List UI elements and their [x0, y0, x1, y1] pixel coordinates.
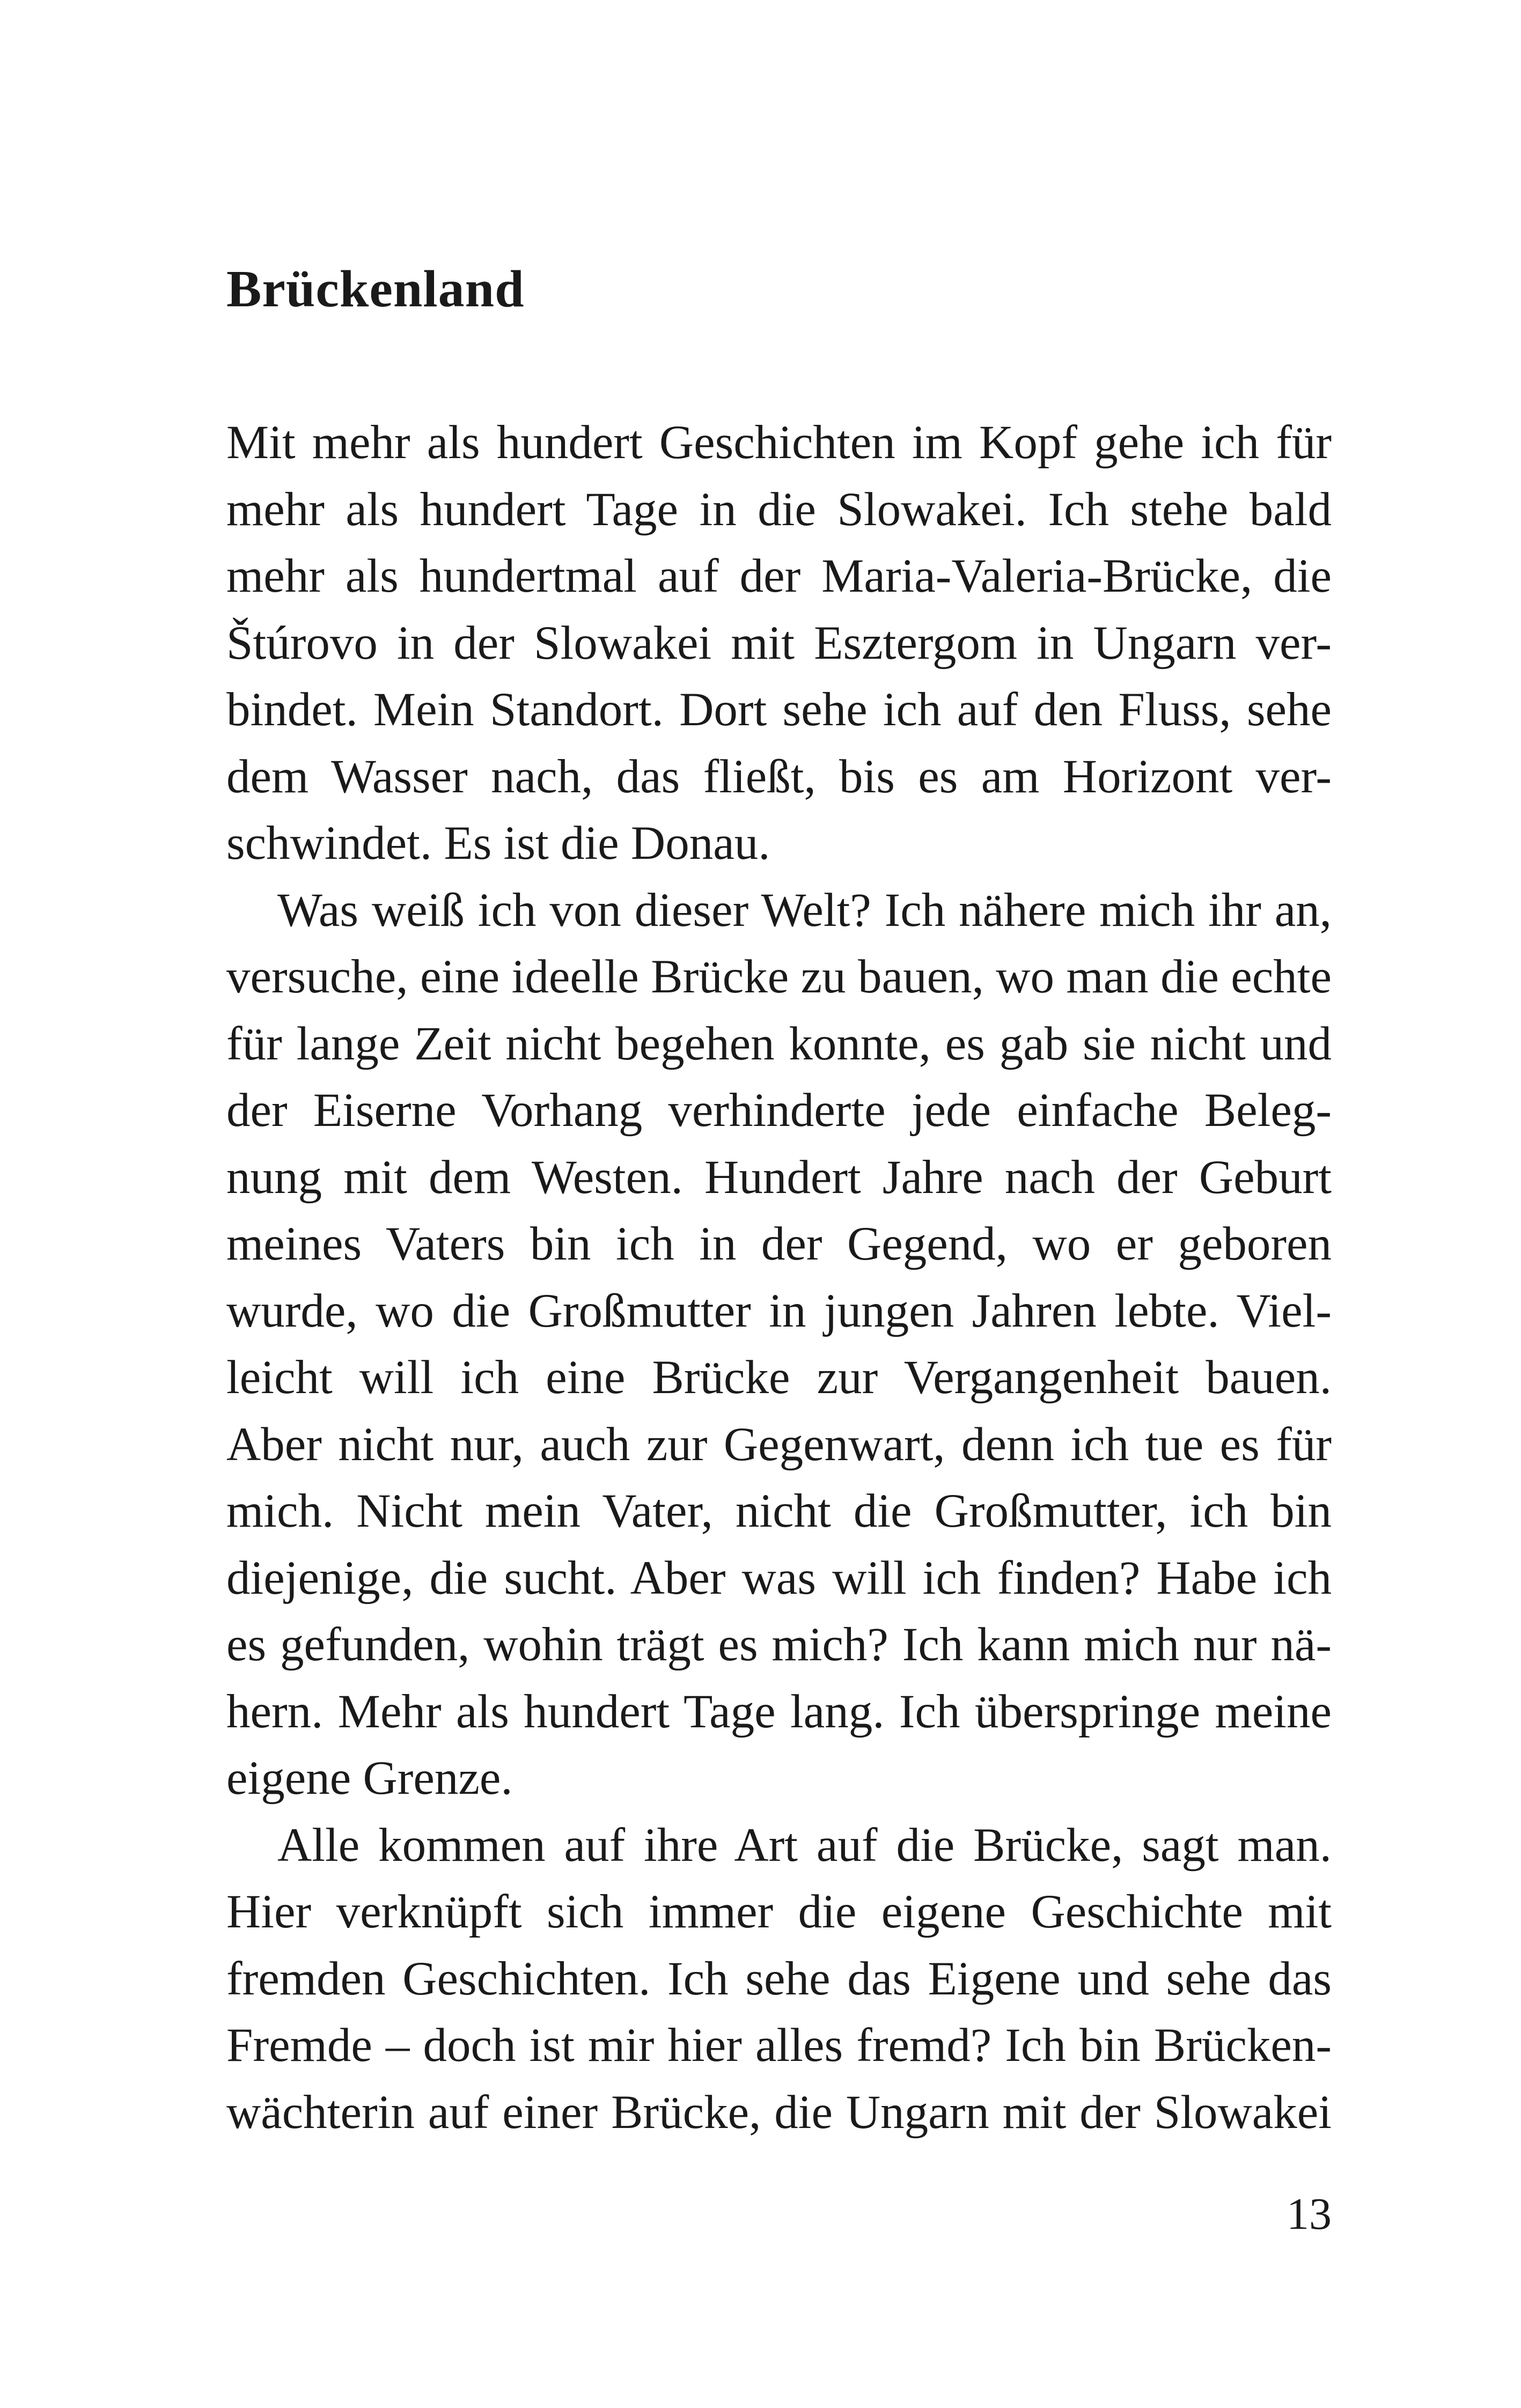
- text-line: fremden Geschichten. Ich sehe das Eigene und sehe das: [226, 1952, 1332, 2005]
- text-line: dem Wasser nach, das fließt, bis es am Horizont ver-: [226, 750, 1332, 803]
- text-line: Fremde – doch ist mir hier alles fremd? Ich bin Brücken-: [226, 2019, 1332, 2072]
- text-line: wächterin auf einer Brücke, die Ungarn mit der Slowakei: [226, 2086, 1332, 2139]
- text-line: schwindet. Es ist die Donau.: [226, 817, 770, 870]
- text-line: meines Vaters bin ich in der Gegend, wo er geboren: [226, 1218, 1332, 1270]
- text-line: es gefunden, wohin trägt es mich? Ich kann mich nur nä-: [226, 1618, 1332, 1671]
- page-number: 13: [1287, 2189, 1332, 2239]
- text-line: Alle kommen auf ihre Art auf die Brücke, sagt man.: [277, 1818, 1332, 1872]
- text-line: diejenige, die sucht. Aber was will ich finden? Habe ich: [226, 1551, 1332, 1604]
- text-line: versuche, eine ideelle Brücke zu bauen, wo man die echte: [226, 951, 1332, 1003]
- text-line: der Eiserne Vorhang verhinderte jede einfache Beleg-: [226, 1084, 1332, 1137]
- text-line: bindet. Mein Standort. Dort sehe ich auf den Fluss, sehe: [226, 683, 1332, 736]
- text-line: hern. Mehr als hundert Tage lang. Ich überspringe meine: [226, 1685, 1332, 1738]
- text-line: mehr als hundert Tage in die Slowakei. Ich stehe bald: [226, 483, 1332, 536]
- text-line: Was weiß ich von dieser Welt? Ich nähere mich ihr an,: [277, 883, 1332, 937]
- text-line: eigene Grenze.: [226, 1752, 513, 1805]
- text-line: mehr als hundertmal auf der Maria-Valeria-Brücke, die: [226, 550, 1332, 602]
- text-line: mich. Nicht mein Vater, nicht die Großmutter, ich bin: [226, 1485, 1332, 1537]
- text-line: Aber nicht nur, auch zur Gegenwart, denn ich tue es für: [226, 1418, 1332, 1471]
- text-line: Mit mehr als hundert Geschichten im Kopf gehe ich für: [226, 416, 1332, 469]
- text-line: Hier verknüpft sich immer die eigene Geschichte mit: [226, 1886, 1332, 1938]
- chapter-title: Brückenland: [226, 260, 525, 318]
- text-line: nung mit dem Westen. Hundert Jahre nach der Geburt: [226, 1151, 1332, 1204]
- text-line: leicht will ich eine Brücke zur Vergangenheit bauen.: [226, 1351, 1332, 1404]
- text-line: für lange Zeit nicht begehen konnte, es gab sie nicht und: [226, 1017, 1332, 1070]
- text-line: wurde, wo die Großmutter in jungen Jahren lebte. Viel-: [226, 1284, 1332, 1337]
- text-line: Štúrovo in der Slowakei mit Esztergom in Ungarn ver-: [226, 616, 1332, 669]
- body-text: [226, 409, 1332, 2146]
